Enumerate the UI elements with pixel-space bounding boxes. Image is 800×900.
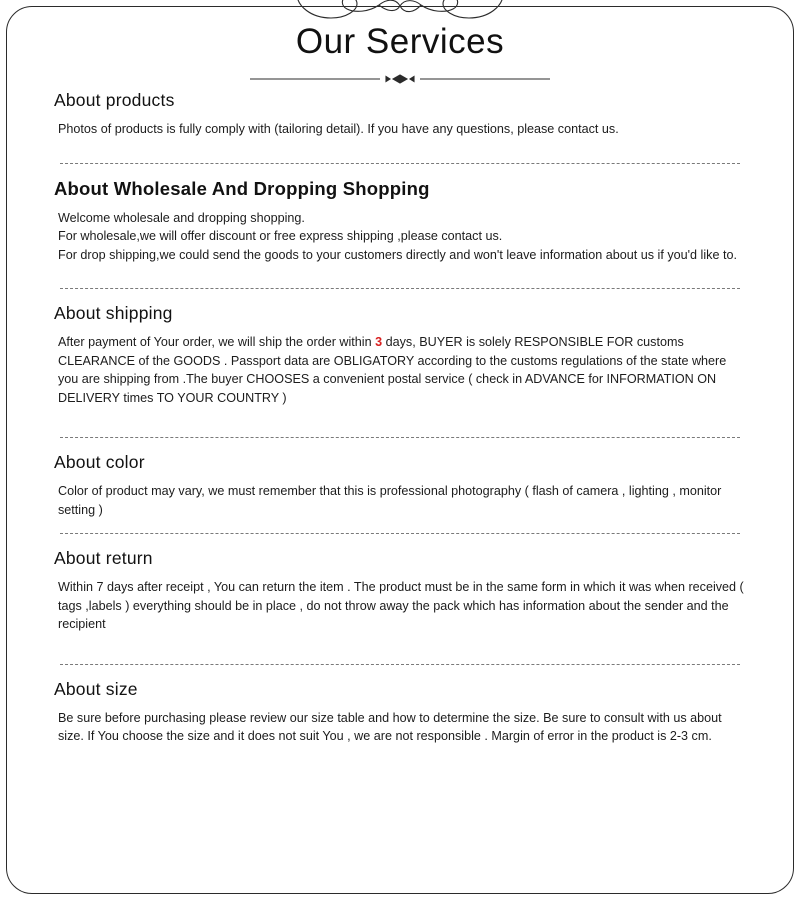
spacer (48, 139, 752, 149)
section-about-shipping (48, 303, 752, 407)
section-line: After payment of Your order, we will ship the order within 3 days, BUYER is solely RESPONSIBLE FOR customs CLEARANCE of the GOODS . Passport data are OBLIGATORY according to the customs regulations of the state where you are shipping from .The buyer CHOOSES a convenient postal service ( check in ADVANCE for INFORMATION ON DELIVERY times TO YOUR COUNTRY ) (58, 335, 727, 405)
section-body (58, 120, 752, 139)
spacer (48, 407, 752, 423)
section-line: Photos of products is fully comply with (tailoring detail). If you have any questions, please contact us. (58, 122, 619, 136)
section-heading: About Wholesale And Dropping Shopping (54, 177, 430, 199)
section-about-size (48, 679, 752, 746)
section-body (58, 209, 752, 265)
diamond-divider-icon (250, 71, 550, 81)
section-divider (60, 437, 740, 439)
section-about-color (48, 452, 752, 519)
section-heading: About size (54, 678, 138, 699)
spacer (48, 264, 752, 274)
section-divider (60, 163, 740, 165)
spacer (48, 634, 752, 650)
page-title: Our Services (295, 22, 505, 61)
section-line: Within 7 days after receipt , You can return the item . The product must be in the same form in which it was when received ( tags ,labels ) everything should be in place , do not throw away the pack which has information about the sender and the recipient (58, 580, 744, 631)
section-about-wholesale (48, 178, 752, 265)
section-line: Be sure before purchasing please review our size table and how to determine the size. Be sure to consult with us about size. If You choose the size and it does not suit You , we are not responsible . Margin of error in the product is 2-3 cm. (58, 710, 722, 743)
section-divider (60, 288, 740, 290)
section-about-products (48, 90, 752, 139)
page-header (0, 0, 800, 90)
section-heading: About return (54, 548, 153, 568)
shipping-days-highlight: 3 (375, 335, 383, 349)
section-body (58, 578, 752, 634)
section-heading: About products (54, 90, 175, 110)
section-heading: About shipping (54, 303, 173, 323)
section-body (58, 709, 752, 746)
section-line: Welcome wholesale and dropping shopping. (58, 210, 305, 225)
section-divider (60, 533, 740, 535)
section-divider (60, 664, 740, 666)
section-line: Color of product may vary, we must remember that this is professional photography ( flash of camera , lighting , monitor setting ) (58, 484, 722, 517)
section-heading: About color (54, 452, 145, 472)
section-about-return (48, 548, 752, 634)
section-line: For drop shipping,we could send the goods to your customers directly and won't leave information about us if you'd like to. (58, 247, 737, 262)
section-body (58, 333, 752, 407)
section-body (58, 482, 752, 519)
spacer (48, 746, 752, 786)
section-line: For wholesale,we will offer discount or free express shipping ,please contact us. (58, 229, 503, 243)
services-content (0, 90, 800, 786)
